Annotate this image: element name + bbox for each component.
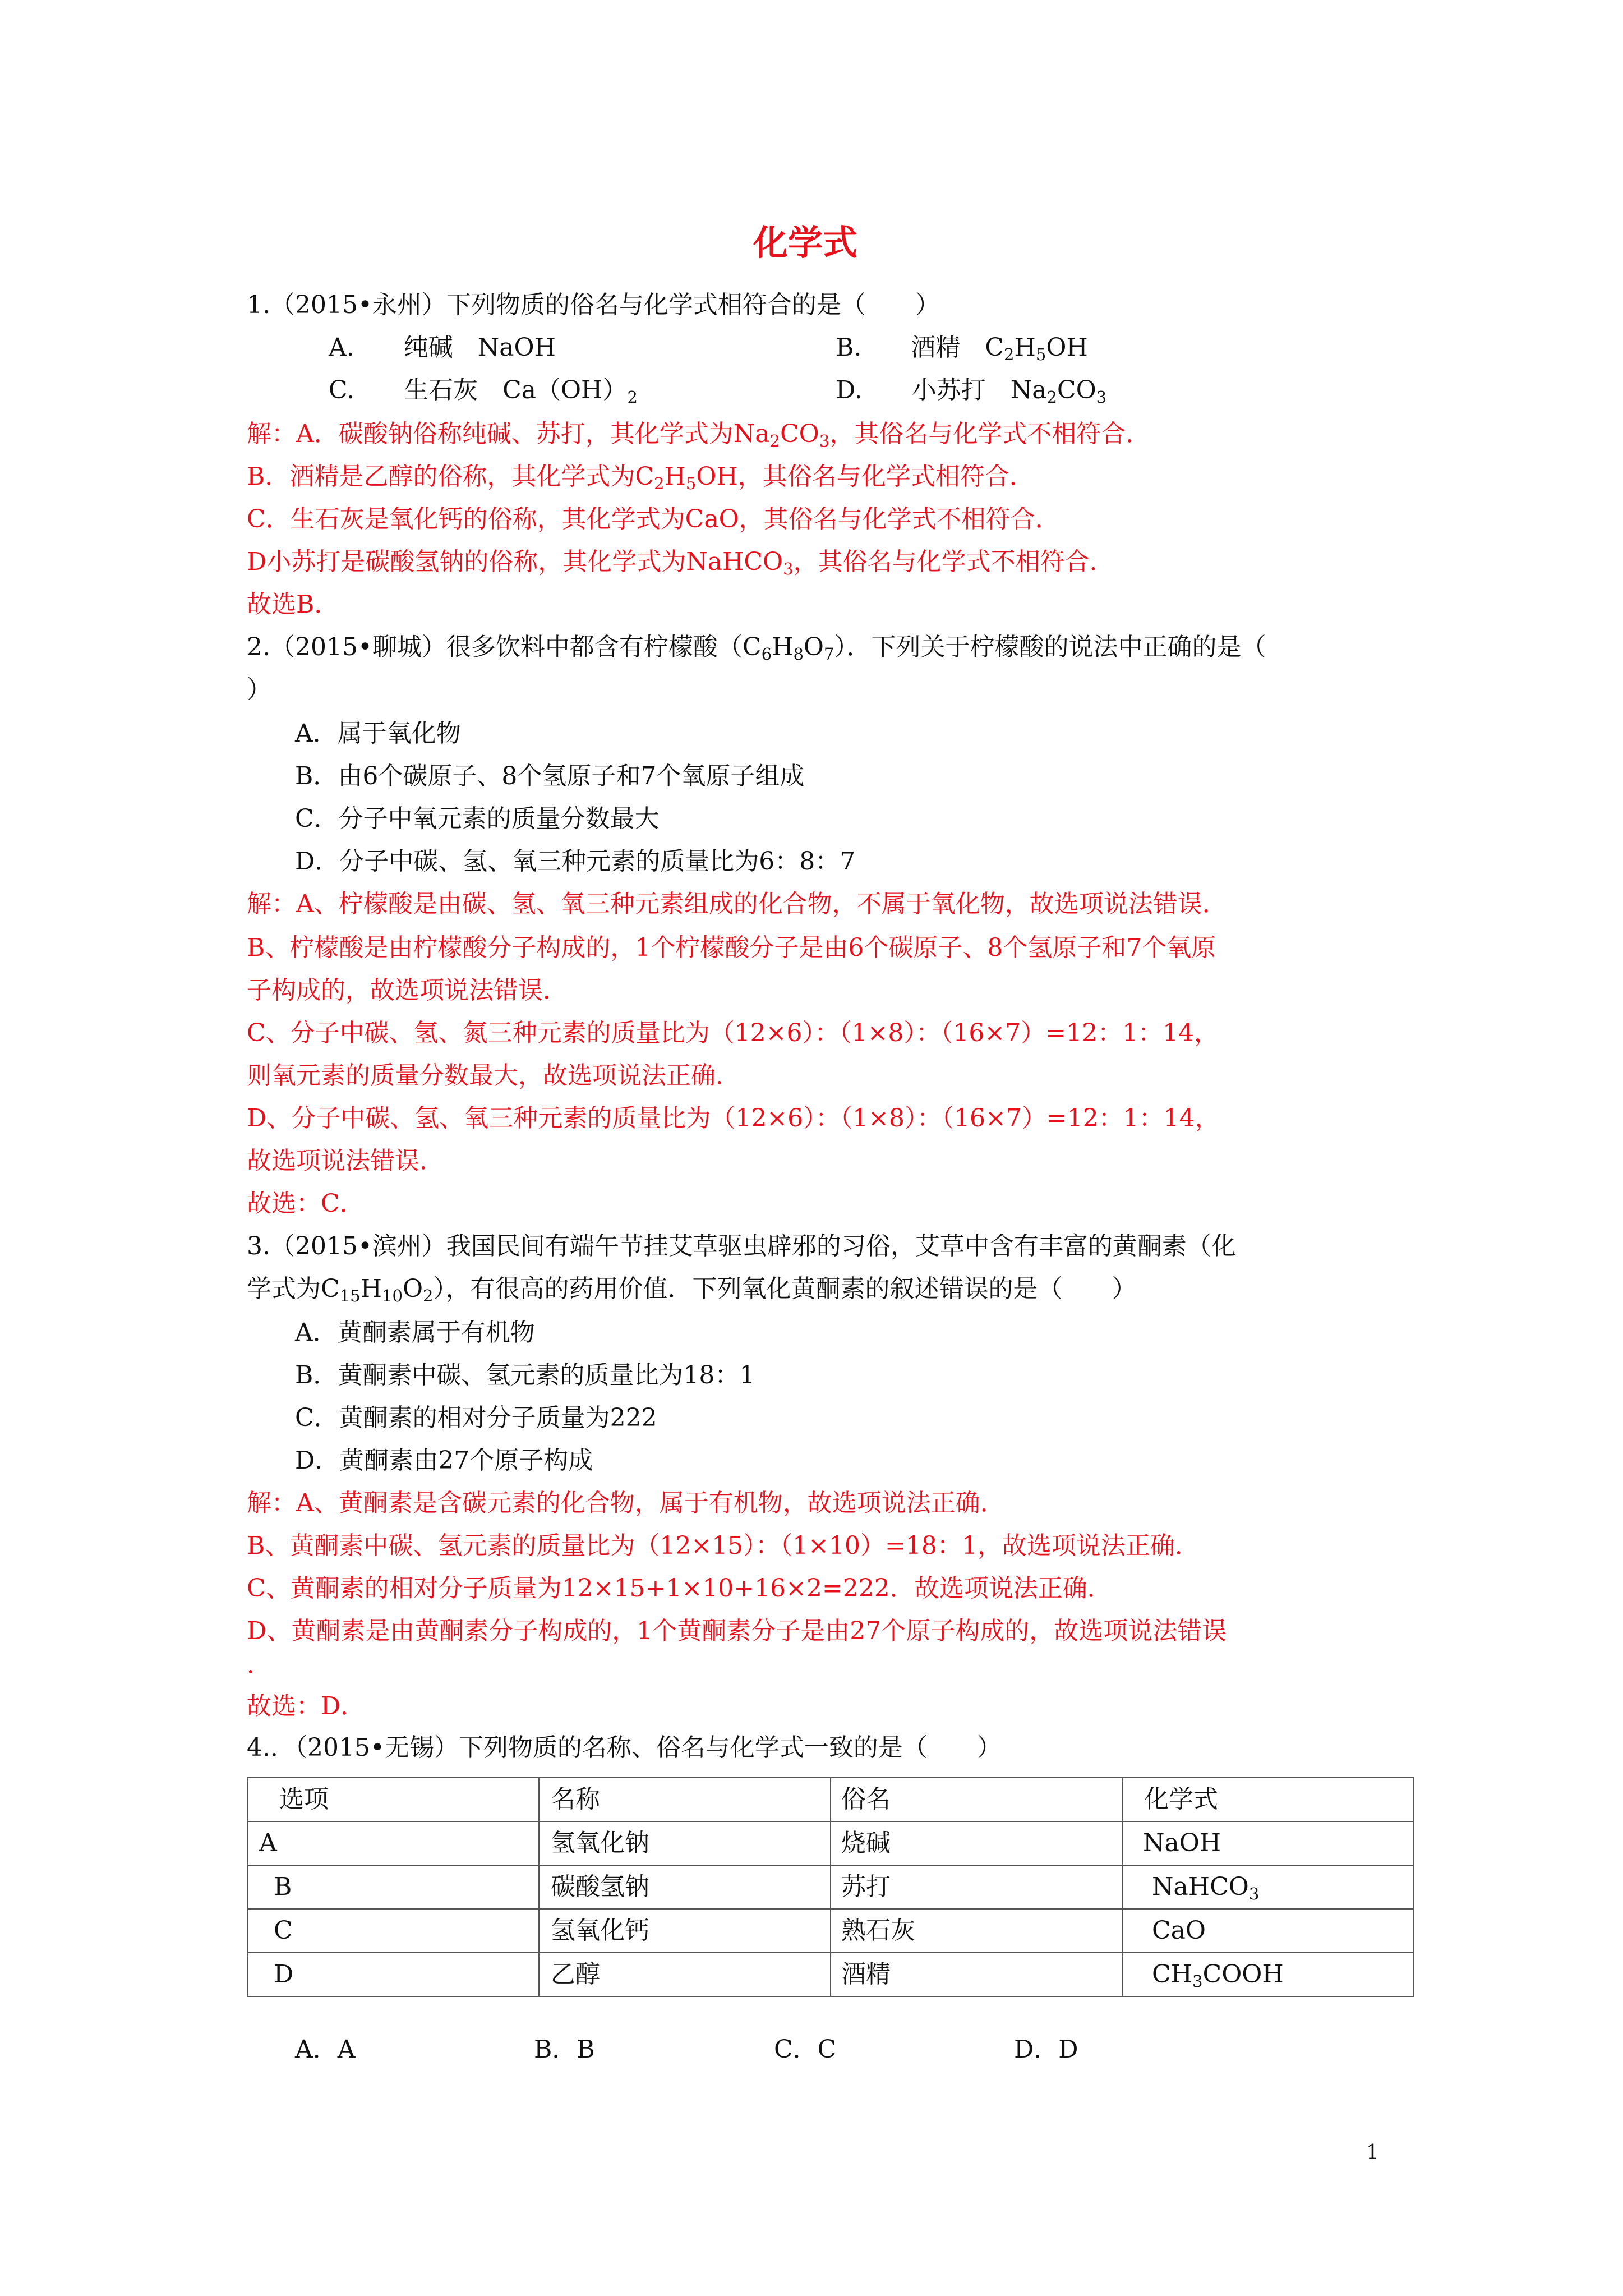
table-cell: NaOH bbox=[1122, 1821, 1414, 1865]
table-cell: 氢氧化钙 bbox=[539, 1909, 831, 1953]
q3-option-b: B．黄酮素中碳、氢元素的质量比为18：1 bbox=[295, 1361, 755, 1389]
table-header-cell: 俗名 bbox=[831, 1778, 1122, 1821]
q3-answer-line: 解：A、黄酮素是含碳元素的化合物，属于有机物，故选项说法正确． bbox=[247, 1489, 1005, 1517]
table-header-cell: 名称 bbox=[539, 1778, 831, 1821]
q3-answer-choice: 故选：D． bbox=[247, 1692, 366, 1720]
table-cell: 氢氧化钠 bbox=[539, 1821, 831, 1865]
q3-stem-cont: 学式为$C_{15}H_{10}O_2$），有很高的药用价值．下列氧化黄酮素的叙述错误的是（ ） bbox=[247, 1274, 1137, 1306]
q3-answer-line: ． bbox=[247, 1650, 271, 1679]
table-header-cell: 选项 bbox=[247, 1778, 539, 1821]
q4-options-table bbox=[247, 1777, 1414, 1997]
table-header-row bbox=[247, 1778, 1414, 1821]
q2-stem-cont: ） bbox=[247, 675, 271, 704]
q4-choice-b: B．B bbox=[534, 2035, 595, 2064]
q4-choice-a: A．A bbox=[295, 2035, 356, 2064]
q1-option-d: D. 小苏打 $Na_2CO_3$ bbox=[836, 376, 1107, 407]
q4-choice-c: C．C bbox=[774, 2035, 837, 2064]
q2-option-a: A．属于氧化物 bbox=[295, 719, 461, 748]
table-row bbox=[247, 1909, 1414, 1953]
q3-answer-line: D、黄酮素是由黄酮素分子构成的，1个黄酮素分子是由27个原子构成的，故选项说法错误 bbox=[247, 1617, 1227, 1645]
q1-answer-line: D小苏打是碳酸氢钠的俗称，其化学式为NaHCO$_3$，其俗名与化学式不相符合． bbox=[247, 547, 1114, 579]
q2-answer-line: 则氧元素的质量分数最大，故选项说法正确． bbox=[247, 1061, 740, 1090]
table-cell: 碳酸氢钠 bbox=[539, 1865, 831, 1909]
q3-option-d: D．黄酮素由27个原子构成 bbox=[295, 1446, 593, 1475]
table-cell: D bbox=[247, 1953, 539, 1996]
table-row bbox=[247, 1953, 1414, 1996]
q1-answer-line: 解：A．碳酸钠俗称纯碱、苏打，其化学式为$Na_2CO_3$，其俗名与化学式不相符合． bbox=[247, 420, 1151, 451]
q2-option-d: D．分子中碳、氢、氧三种元素的质量比为6：8：7 bbox=[295, 847, 856, 876]
table-cell: 乙醇 bbox=[539, 1953, 831, 1996]
table-cell: C bbox=[247, 1909, 539, 1953]
table-cell: CaO bbox=[1122, 1909, 1414, 1953]
q2-option-c: C．分子中氧元素的质量分数最大 bbox=[295, 804, 660, 833]
q2-answer-choice: 故选：C． bbox=[247, 1189, 365, 1218]
q3-option-a: A．黄酮素属于有机物 bbox=[295, 1318, 535, 1347]
table-cell: 烧碱 bbox=[831, 1821, 1122, 1865]
table-cell: NaHCO$_3$ bbox=[1122, 1865, 1414, 1909]
q2-answer-line: 解：A、柠檬酸是由碳、氢、氧三种元素组成的化合物，不属于氧化物，故选项说法错误． bbox=[247, 890, 1227, 918]
q1-answer-choice: 故选B． bbox=[247, 590, 339, 619]
q3-answer-line: B、黄酮素中碳、氢元素的质量比为（12×15）：（1×10）=18：1，故选项说法正确． bbox=[247, 1531, 1200, 1560]
table-cell: 苏打 bbox=[831, 1865, 1122, 1909]
q1-option-b: B. 酒精 $C_2H_5OH$ bbox=[836, 333, 1088, 365]
q4-choice-d: D．D bbox=[1014, 2035, 1078, 2064]
table-row bbox=[247, 1821, 1414, 1865]
table-header-cell: 化学式 bbox=[1122, 1778, 1414, 1821]
q1-answer-line: B．酒精是乙醇的俗称，其化学式为$C_2H_5OH$，其俗名与化学式相符合． bbox=[247, 462, 1034, 494]
q2-answer-line: 子构成的，故选项说法错误． bbox=[247, 976, 568, 1005]
q2-answer-line: D、分子中碳、氢、氧三种元素的质量比为（12×6）：（1×8）：（16×7）=12：1：14， bbox=[247, 1104, 1220, 1133]
q4-stem: 4.．（2015•无锡）下列物质的名称、俗名与化学式一致的是（ ） bbox=[247, 1733, 1002, 1762]
q2-answer-line: C、分子中碳、氢、氮三种元素的质量比为（12×6）：（1×8）：（16×7）=12：1：14， bbox=[247, 1019, 1219, 1047]
table-cell: 熟石灰 bbox=[831, 1909, 1122, 1953]
q1-stem: 1.（2015•永州）下列物质的俗名与化学式相符合的是（ ） bbox=[247, 291, 940, 319]
q3-option-c: C．黄酮素的相对分子质量为222 bbox=[295, 1404, 657, 1432]
table-cell: $CH_3COOH$ bbox=[1122, 1953, 1414, 1996]
q2-option-b: B．由6个碳原子、8个氢原子和7个氧原子组成 bbox=[295, 762, 805, 790]
q2-answer-line: 故选项说法错误． bbox=[247, 1147, 444, 1175]
q1-answer-line: C．生石灰是氧化钙的俗称，其化学式为CaO，其俗名与化学式不相符合． bbox=[247, 505, 1060, 533]
table-cell: 酒精 bbox=[831, 1953, 1122, 1996]
q2-stem: 2.（2015•聊城）很多饮料中都含有柠檬酸$(C_6H_8O_7)$．下列关于柠檬酸的说法中正确的是（ bbox=[247, 633, 1266, 664]
table-row bbox=[247, 1865, 1414, 1909]
q2-answer-line: B、柠檬酸是由柠檬酸分子构成的，1个柠檬酸分子是由6个碳原子、8个氢原子和7个氧原 bbox=[247, 933, 1216, 962]
q1-option-a: A. 纯碱 NaOH bbox=[329, 333, 556, 362]
table-cell: B bbox=[247, 1865, 539, 1909]
q1-option-c: C. 生石灰 $Ca(OH)_2$ bbox=[329, 376, 638, 407]
page-number: 1 bbox=[1366, 2141, 1379, 2164]
table-cell: A bbox=[247, 1821, 539, 1865]
q3-stem: 3.（2015•滨州）我国民间有端午节挂艾草驱虫辟邪的习俗，艾草中含有丰富的黄酮素（化 bbox=[247, 1232, 1236, 1260]
q3-answer-line: C、黄酮素的相对分子质量为12×15+1×10+16×2=222．故选项说法正确． bbox=[247, 1574, 1112, 1603]
page-title: 化学式 bbox=[753, 222, 858, 263]
